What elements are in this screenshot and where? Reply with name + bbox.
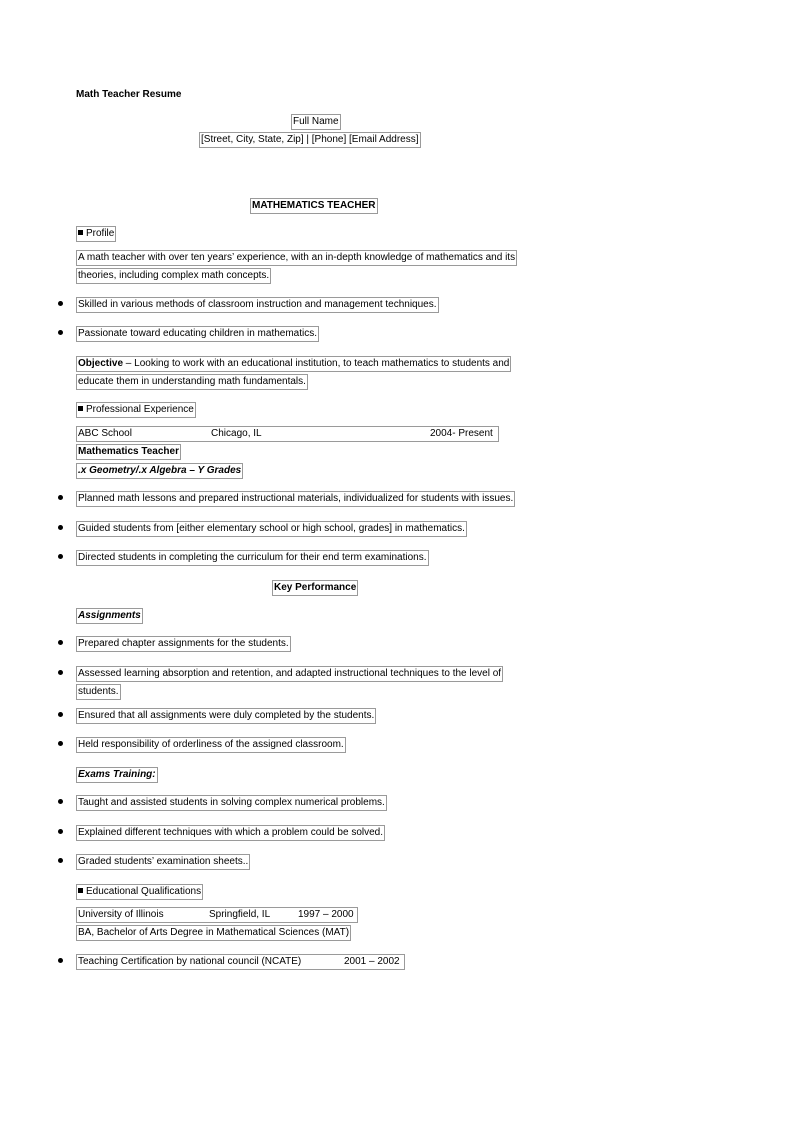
profile-summary-line-2: theories, including complex math concepts. xyxy=(76,268,271,284)
education-heading xyxy=(76,884,203,900)
bullet-icon xyxy=(58,640,63,645)
bullet-icon xyxy=(58,741,63,746)
bullet-icon xyxy=(58,829,63,834)
profile-heading xyxy=(76,226,116,242)
bullet-icon xyxy=(58,799,63,804)
certification-name: Teaching Certification by national council (NCATE) xyxy=(78,956,302,967)
profile-summary-line-1: A math teacher with over ten years’ experience, with an in-depth knowledge of mathematics and its xyxy=(76,250,517,266)
employment-dates: 2004- Present xyxy=(430,428,493,439)
profile-heading-label: Profile xyxy=(86,228,115,239)
square-bullet-icon xyxy=(78,406,83,411)
experience-bullet: Directed students in completing the curriculum for their end term examinations. xyxy=(76,550,429,566)
experience-heading xyxy=(76,402,196,418)
certification-dates: 2001 – 2002 xyxy=(344,956,400,967)
square-bullet-icon xyxy=(78,888,83,893)
objective-line-2: educate them in understanding math fundamentals. xyxy=(76,374,308,390)
key-performance-heading: Key Performance xyxy=(272,580,358,596)
exams-heading: Exams Training: xyxy=(76,767,158,783)
objective-line-1 xyxy=(76,356,511,372)
degree: BA, Bachelor of Arts Degree in Mathematical Sciences (MAT) xyxy=(76,925,351,941)
education-heading-label: Educational Qualifications xyxy=(86,886,202,897)
bullet-icon xyxy=(58,495,63,500)
school-name: University of Illinois xyxy=(78,909,164,920)
certification-row xyxy=(76,954,405,970)
bullet-icon xyxy=(58,958,63,963)
assignment-item: Prepared chapter assignments for the students. xyxy=(76,636,291,652)
assignment-item: Ensured that all assignments were duly completed by the students. xyxy=(76,708,376,724)
square-bullet-icon xyxy=(78,230,83,235)
assignment-item: Assessed learning absorption and retention, and adapted instructional techniques to the level of xyxy=(76,666,503,682)
bullet-icon xyxy=(58,670,63,675)
profile-bullet: Passionate toward educating children in mathematics. xyxy=(76,326,319,342)
job-title: MATHEMATICS TEACHER xyxy=(250,198,378,214)
objective-label: Objective xyxy=(78,358,124,369)
exams-item: Explained different techniques with which a problem could be solved. xyxy=(76,825,385,841)
bullet-icon xyxy=(58,330,63,335)
bullet-icon xyxy=(58,301,63,306)
employer-name: ABC School xyxy=(78,428,132,439)
bullet-icon xyxy=(58,554,63,559)
experience-bullet: Planned math lessons and prepared instructional materials, individualized for students with issues. xyxy=(76,491,515,507)
bullet-icon xyxy=(58,712,63,717)
bullet-icon xyxy=(58,525,63,530)
experience-heading-label: Professional Experience xyxy=(86,404,194,415)
school-dates: 1997 – 2000 xyxy=(298,909,354,920)
bullet-icon xyxy=(58,858,63,863)
address-line: [Street, City, State, Zip] | [Phone] [Email Address] xyxy=(199,132,421,148)
school-location: Springfield, IL xyxy=(209,909,271,920)
experience-bullet: Guided students from [either elementary school or high school, grades] in mathematics. xyxy=(76,521,467,537)
assignments-heading: Assignments xyxy=(76,608,143,624)
exams-item: Graded students’ examination sheets.. xyxy=(76,854,250,870)
document-title: Math Teacher Resume xyxy=(76,89,182,100)
profile-bullet: Skilled in various methods of classroom instruction and management techniques. xyxy=(76,297,439,313)
education-school-row xyxy=(76,907,358,923)
employer-location: Chicago, IL xyxy=(211,428,262,439)
objective-text: – Looking to work with an educational institution, to teach mathematics to students and xyxy=(123,358,510,369)
exams-item: Taught and assisted students in solving complex numerical problems. xyxy=(76,795,387,811)
role-title: Mathematics Teacher xyxy=(76,444,181,460)
assignment-item: Held responsibility of orderliness of the assigned classroom. xyxy=(76,737,346,753)
employer-row xyxy=(76,426,499,442)
full-name: Full Name xyxy=(291,114,341,130)
assignment-item-continued: students. xyxy=(76,684,121,700)
role-subjects: .x Geometry/.x Algebra – Y Grades xyxy=(76,463,243,479)
